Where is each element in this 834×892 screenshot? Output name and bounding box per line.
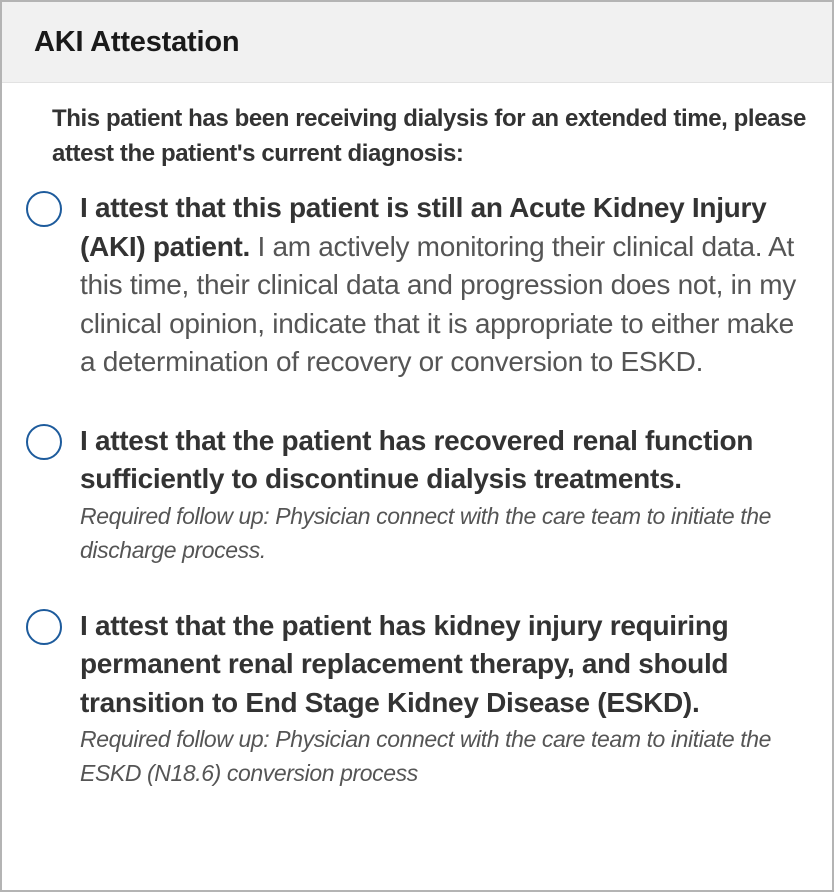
- option-eskd-followup: Required follow up: Physician connect with the care team to initiate the ESKD (N18.6) conversion process: [80, 726, 771, 786]
- option-aki[interactable]: [26, 189, 812, 382]
- option-eskd[interactable]: [26, 607, 812, 791]
- option-eskd-title: I attest that the patient has kidney injury requiring permanent renal replacement therapy, and should transition to End Stage Kidney Disease (ESKD).: [80, 609, 729, 718]
- option-aki-text: [80, 189, 812, 382]
- option-eskd-text: [80, 607, 812, 791]
- radio-button-eskd[interactable]: [26, 609, 62, 645]
- attestation-prompt: This patient has been receiving dialysis for an extended time, please attest the patient's current diagnosis:: [52, 105, 806, 167]
- option-recovered[interactable]: [26, 422, 812, 567]
- panel-content: [2, 83, 832, 790]
- page-title: AKI Attestation: [34, 25, 240, 58]
- radio-button-aki[interactable]: [26, 191, 62, 227]
- option-recovered-text: [80, 422, 812, 567]
- option-aki-lead: I attest that this patient is still an Acute Kidney Injury (AKI) patient.: [80, 192, 767, 262]
- option-recovered-followup: Required follow up: Physician connect with the care team to initiate the discharge process.: [80, 502, 771, 563]
- radio-button-recovered[interactable]: [26, 424, 62, 460]
- option-recovered-title: I attest that the patient has recovered renal function sufficiently to discontinue dialysis treatments.: [80, 424, 754, 494]
- panel-header: [2, 2, 832, 83]
- option-aki-body: I am actively monitoring their clinical data. At this time, their clinical data and progression does not, in my clinical opinion, indicate that it is appropriate to either make a determination of recovery or conversion to ESKD.: [80, 230, 796, 377]
